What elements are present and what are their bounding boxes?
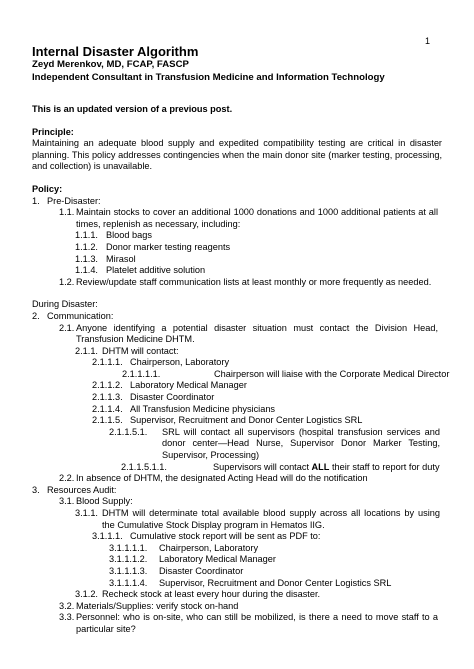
section-label: During Disaster: [32,299,98,310]
document-header [32,59,385,84]
policy-item: 1.1.3. Mirasol [75,253,136,264]
policy-item: 1.1.1. Blood bags [75,230,152,241]
document-body [32,104,450,636]
policy-item: 2.1.1. DHTM will contact: [75,345,179,356]
policy-item: 3.1.1.1.2. Laboratory Medical Manager [109,554,276,565]
policy-item: 3. Resources Audit: [32,484,117,495]
policy-item: 1.1.4. Platelet additive solution [75,265,206,276]
policy-item: 1.1.2. Donor marker testing reagents [75,241,231,252]
policy-item: 2.1.1.5.1.1. Supervisors will contact ALL their staff to report for duty [121,461,440,472]
author: Zeyd Merenkov, MD, FCAP, FASCP [32,59,189,70]
policy-item: 2.1.1.5.1. SRL will contact all supervisors (hospital transfusion services and donor center—Head Nurse, Supervisor Donor Marker Testing, Supervisor, Processing) [109,426,440,461]
policy-item: 3.1.1.1.3. Disaster Coordinator [109,565,244,576]
policy-item: 3.1. Blood Supply: [59,496,133,507]
policy-item: 2.1.1.1.1. Chairperson will liaise with the Corporate Medical Director [122,368,450,379]
policy-item: 2.1.1.2. Laboratory Medical Manager [92,380,247,391]
principle-heading: Principle: [32,126,74,137]
policy-item: 3.3. Personnel: who is on-site, who can still be mobilized, is there a need to move staff to a particular site? [59,612,438,634]
policy-item: 2.1. Anyone identifying a potential disaster situation must contact the Division Head, Transfusion Medicine DHTM. [59,322,438,345]
policy-item: 1. Pre-Disaster: [32,195,101,206]
policy-item: 2.2. In absence of DHTM, the designated Acting Head will do the notification [59,473,368,484]
policy-item: 3.1.1.1.1. Chairperson, Laboratory [109,542,259,553]
affiliation: Independent Consultant in Transfusion Medicine and Information Technology [32,71,385,83]
policy-item: 2.1.1.1. Chairperson, Laboratory [92,357,230,368]
policy-item: 3.2. Materials/Supplies: verify stock on-hand [59,600,239,611]
policy-item: 3.1.1.1. Cumulative stock report will be sent as PDF to: [92,531,321,542]
notice: This is an updated version of a previous post. [32,104,233,114]
policy-item: 2.1.1.4. All Transfusion Medicine physicians [92,403,276,414]
policy-item: 1.1. Maintain stocks to cover an additional 1000 donations and 1000 additional patients at all times, replenish as necessary, including: [59,207,438,229]
policy-item: 3.1.1. DHTM will determinate total available blood supply across all locations by using the Cumulative Stock Display program in Hematos IIG. [75,508,440,530]
page-number: 1 [424,36,430,46]
policy-item: 2. Communication: [32,310,114,321]
principle-text: Maintaining an adequate blood supply and expedited compatibility testing are critical in disaster planning. This policy addresses contingencies when the main donor site (marker testing, processing, and collection) is unavailable. [32,138,442,172]
document-title: Internal Disaster Algorithm [32,44,199,59]
policy-item: 2.1.1.3. Disaster Coordinator [92,392,215,403]
policy-item: 3.1.1.1.4. Supervisor, Recruitment and Donor Center Logistics SRL [109,577,392,588]
policy-item: 3.1.2. Recheck stock at least every hour during the disaster. [75,589,321,600]
policy-heading: Policy: [32,183,63,194]
policy-item: 1.2. Review/update staff communication lists at least monthly or more frequently as needed. [59,276,432,287]
policy-item: 2.1.1.5. Supervisor, Recruitment and Donor Center Logistics SRL [92,415,363,426]
